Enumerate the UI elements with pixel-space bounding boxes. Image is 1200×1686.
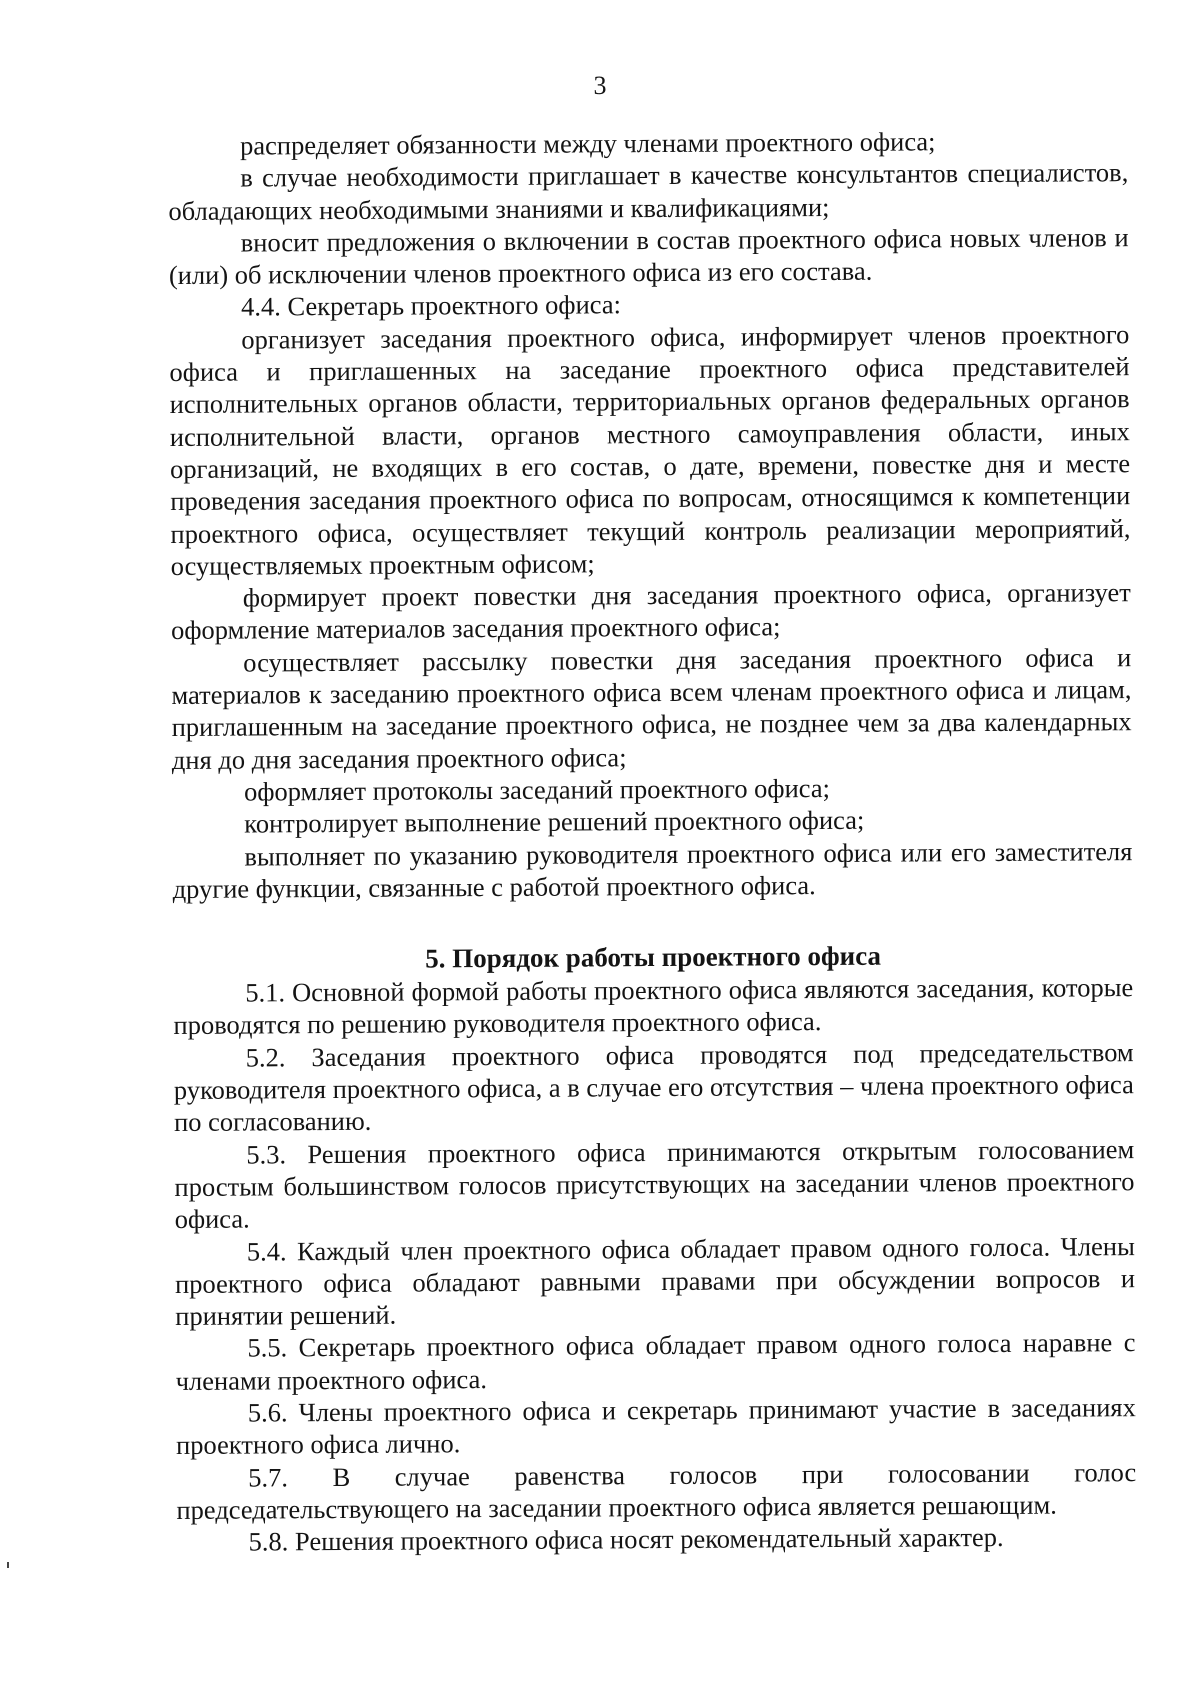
document-body [168,124,1137,1558]
paragraph: 5.4. Каждый член проектного офиса обладает правом одного голоса. Члены проектного офиса обладают равными правами при обсуждении вопросов и принятии решений. [174,1230,1136,1332]
paragraph: 5.1. Основной формой работы проектного офиса являются заседания, которые проводятся по решению руководителя проектного офиса. [173,972,1134,1041]
section-heading: 5. Порядок работы проектного офиса [425,940,882,974]
paragraph: контролирует выполнение решений проектного офиса; [244,804,865,839]
paragraph: выполняет по указанию руководителя проектного офиса или его заместителя другие функции, связанные с работой проектного офиса. [172,835,1133,904]
paragraph: 5.7. В случае равенства голосов при голосовании голос председательствующего на заседании проектного офиса является решающим. [176,1456,1137,1525]
paragraph: 5.5. Секретарь проектного офиса обладает правом одного голоса наравне с членами проектного офиса. [175,1327,1136,1396]
paragraph: формирует проект повестки дня заседания проектного офиса, организует оформление материалов заседания проектного офиса; [170,577,1131,646]
paragraph: в случае необходимости приглашает в качестве консультантов специалистов, обладающих необходимыми знаниями и квалификациями; [168,157,1129,226]
paragraph: распределяет обязанности между членами проектного офиса; [240,126,936,161]
paragraph: 5.8. Решения проектного офиса носят рекомендательный характер. [248,1522,1004,1557]
paragraph: организует заседания проектного офиса, информирует членов проектного офиса и приглашенных на заседание проектного офиса представителей исполнительных органов области, территориальных органов федеральных органов исполнительной власти, органов местного самоуправления области, иных организаций, не входящих в его состав, о дате, времени, повестке дня и месте проведения заседания проектного офиса по вопросам, относящимся к компетенции проектного офиса, осуществляет текущий контроль реализации мероприятий, осуществляемых проектным офисом; [169,318,1131,581]
scan-speck [7,1562,9,1568]
paragraph: оформляет протоколы заседаний проектного офиса; [243,772,831,807]
paragraph: 4.4. Секретарь проектного офиса: [240,289,622,323]
paragraph: осуществляет рассылку повестки дня заседания проектного офиса и материалов к заседанию проектного офиса всем членам проектного офиса и лицам, приглашенным на заседание проектного офиса, не позднее чем за два календарных дня до дня заседания проектного офиса; [171,641,1132,775]
page-number: 3 [593,71,607,100]
paragraph: 5.6. Члены проектного офиса и секретарь принимают участие в заседаниях проектного офиса лично. [175,1392,1136,1461]
paragraph: вносит предложения о включении в состав проектного офиса новых членов и (или) об исключении членов проектного офиса из его состава. [168,222,1129,291]
paragraph: 5.2. Заседания проектного офиса проводятся под председательством руководителя проектного офиса, а в случае его отсутствия – члена проектного офиса по согласованию. [173,1036,1134,1138]
paragraph: 5.3. Решения проектного офиса принимаются открытым голосованием простым большинством голосов присутствующих на заседании членов проектного офиса. [174,1133,1135,1235]
